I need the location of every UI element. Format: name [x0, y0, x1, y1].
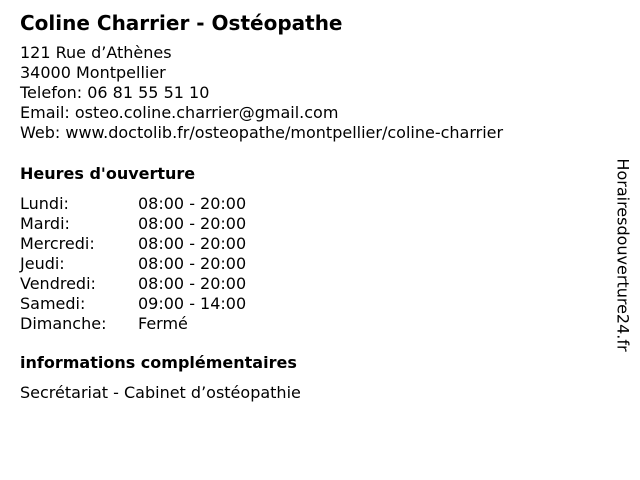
day-label: Samedi: — [20, 294, 86, 313]
address-street: 121 Rue d’Athènes — [20, 43, 172, 62]
day-label: Vendredi: — [20, 274, 96, 293]
hours-row-friday — [20, 274, 280, 294]
watermark-text: Horairesdouverture24.fr — [614, 157, 634, 352]
hours-value: 08:00 - 20:00 — [138, 254, 247, 273]
hours-row-sunday — [20, 314, 280, 334]
opening-hours-heading: Heures d'ouverture — [20, 164, 196, 183]
day-label: Lundi: — [20, 194, 69, 213]
hours-value: 08:00 - 20:00 — [138, 274, 247, 293]
phone-number: Telefon: 06 81 55 51 10 — [20, 83, 210, 102]
day-label: Mardi: — [20, 214, 70, 233]
hours-value: 08:00 - 20:00 — [138, 194, 247, 213]
website-url: Web: www.doctolib.fr/osteopathe/montpellier/coline-charrier — [20, 123, 504, 142]
hours-row-thursday — [20, 254, 280, 274]
site-watermark — [612, 137, 634, 372]
hours-row-monday — [20, 194, 280, 214]
email-address: Email: osteo.coline.charrier@gmail.com — [20, 103, 339, 122]
hours-row-saturday — [20, 294, 280, 314]
day-label: Mercredi: — [20, 234, 95, 253]
contact-block — [20, 43, 503, 143]
address-city: 34000 Montpellier — [20, 63, 166, 82]
hours-value: Fermé — [138, 314, 188, 333]
hours-value: 09:00 - 14:00 — [138, 294, 247, 313]
additional-info-heading: informations complémentaires — [20, 353, 297, 372]
hours-value: 08:00 - 20:00 — [138, 234, 247, 253]
business-name: Coline Charrier - Ostéopathe — [20, 11, 343, 35]
hours-value: 08:00 - 20:00 — [138, 214, 247, 233]
hours-row-wednesday — [20, 234, 280, 254]
day-label: Jeudi: — [20, 254, 65, 273]
opening-hours-table — [20, 194, 280, 334]
hours-row-tuesday — [20, 214, 280, 234]
day-label: Dimanche: — [20, 314, 107, 333]
additional-info-text: Secrétariat - Cabinet d’ostéopathie — [20, 383, 301, 402]
